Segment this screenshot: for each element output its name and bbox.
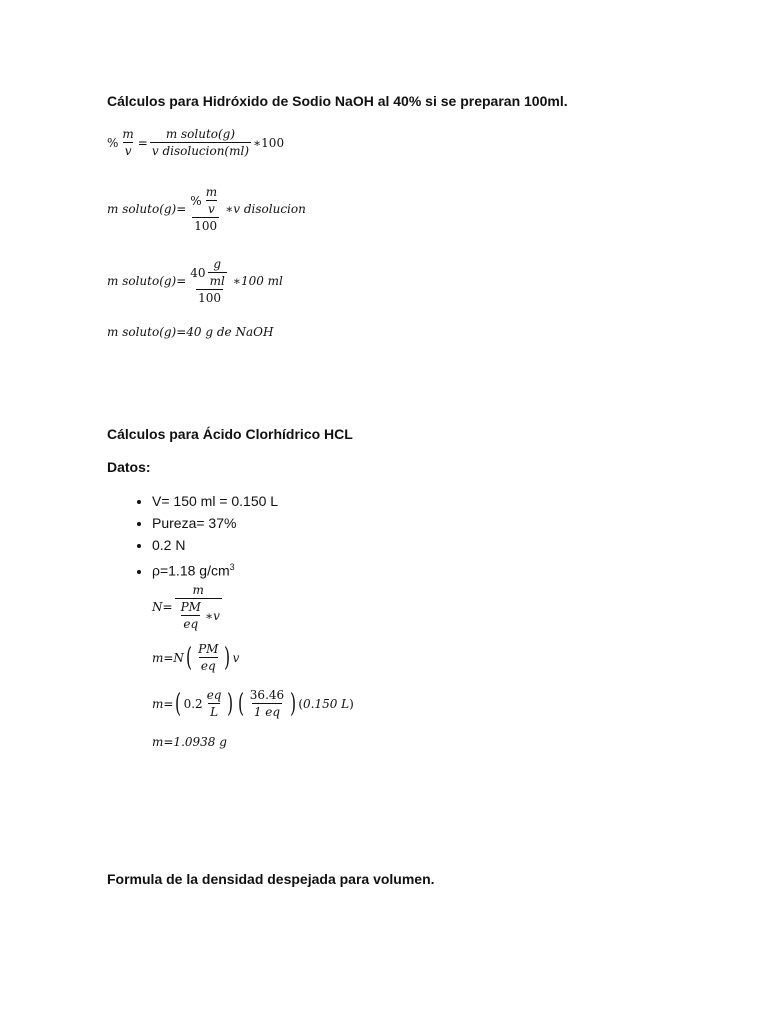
denominator: 100 (198, 291, 221, 305)
denominator: L (210, 705, 219, 719)
section-heading-hcl: Cálculos para Ácido Clorhídrico HCL (107, 426, 353, 442)
section-heading-naoh: Cálculos para Hidróxido de Sodio NaOH al 40% si se preparan 100ml. (107, 93, 568, 109)
denominator (175, 598, 222, 631)
denominator: v disolucion(ml) (151, 144, 250, 158)
bullet-text: ρ=1.18 g/cm (152, 562, 230, 579)
formula-lhs: m= (152, 696, 174, 711)
bullet-text: 0.2 N (152, 537, 186, 553)
bullet-text: Pureza= 37% (152, 515, 237, 531)
percent-sign: % (190, 193, 202, 208)
formula-tail: ∗100 (253, 135, 285, 150)
formula-lhs: m=N (152, 650, 184, 665)
numerator: PM (180, 600, 201, 614)
denominator: eq (200, 659, 216, 673)
formula-tail: ∗100 ml (232, 274, 283, 288)
formula-lhs: N= (152, 600, 173, 614)
denominator: eq (183, 617, 199, 631)
denominator: 1 eq (253, 705, 281, 719)
list-item (152, 512, 278, 534)
value-40: 40 (190, 265, 206, 280)
open-paren: ( (185, 642, 193, 673)
numerator: g (213, 257, 222, 271)
datos-list (107, 490, 278, 582)
paren-volume: (0.150 L) (298, 696, 354, 711)
formula-hcl-result: m=1.0938 g (152, 735, 227, 749)
fraction-m-over-v (120, 127, 135, 158)
numerator: m (122, 127, 134, 141)
fraction-pm-over-eq (179, 600, 203, 631)
numerator: m (205, 185, 218, 199)
open-paren: ( (237, 688, 244, 719)
superscript-3: 3 (229, 562, 235, 572)
fraction-m-over-pm-eq-v (175, 583, 222, 631)
numerator: m (192, 583, 204, 597)
formula-naoh-result: m soluto(g)=40 g de NaOH (107, 325, 274, 339)
formula-mass-general (152, 642, 239, 673)
formula-normality (152, 583, 224, 631)
denominator: v (124, 144, 132, 158)
formula-mass-calculation (152, 688, 354, 719)
value-volume: 0.150 L (303, 696, 350, 711)
list-item (152, 490, 278, 512)
fraction-40-over-100 (188, 257, 231, 305)
fraction-g-over-ml (208, 257, 227, 288)
numerator: eq (206, 688, 222, 702)
section-heading-density: Formula de la densidad despejada para volumen. (107, 871, 435, 887)
formula-m-soluto-values (107, 257, 283, 305)
numerator (188, 257, 231, 289)
fraction-eq-over-l (205, 688, 224, 719)
percent-sign: % (107, 135, 119, 150)
close-paren: ) (290, 688, 297, 719)
formula-m-soluto-general (107, 185, 306, 233)
value-normality: 0.2 (183, 696, 203, 711)
equals-sign: = (137, 135, 148, 150)
fraction-soluto-over-disolucion (150, 127, 251, 158)
formula-tail: v (232, 650, 240, 665)
denominator: 100 (194, 219, 218, 233)
fraction-molar-mass (248, 688, 286, 719)
fraction-m-over-v (204, 185, 219, 216)
fraction-percent-over-100 (188, 185, 223, 233)
datos-label: Datos: (107, 459, 151, 475)
close-paren: ) (224, 642, 231, 673)
numerator (188, 185, 223, 217)
formula-lhs: m soluto(g)= (107, 202, 187, 216)
list-item (152, 556, 278, 582)
formula-tail: ∗v disolucion (225, 202, 306, 216)
formula-lhs: m soluto(g)= (107, 274, 187, 288)
denominator: v (208, 202, 215, 216)
fraction-pm-over-eq (196, 642, 220, 673)
numerator: 36.46 (249, 688, 285, 702)
list-item (152, 534, 278, 556)
bullet-text: V= 150 ml = 0.150 L (152, 493, 279, 509)
denominator: ml (209, 274, 225, 288)
close-paren: ) (227, 688, 234, 719)
numerator: PM (198, 642, 219, 656)
open-paren: ( (175, 688, 182, 719)
numerator: m soluto(g) (165, 127, 236, 141)
formula-mass-percent (107, 127, 284, 158)
formula-tail: ∗v (204, 608, 220, 623)
